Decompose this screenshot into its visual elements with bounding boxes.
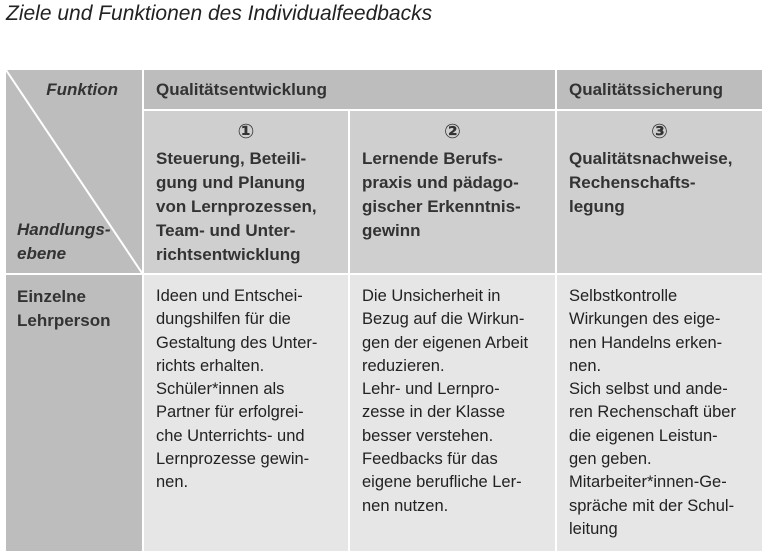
cell-line: nen nutzen. — [362, 496, 449, 515]
cell-line: richts erhalten. — [156, 356, 265, 375]
cell-line: eigene berufliche Ler- — [362, 473, 522, 492]
subheader-line: legung — [569, 197, 625, 216]
row-label-line: Lehrperson — [17, 311, 111, 330]
cell-line: Bezug auf die Wirkun- — [362, 310, 525, 329]
subheader-line: von Lernprozessen, — [156, 197, 317, 216]
cell-line: nen. — [156, 473, 189, 492]
cell-line: che Unterrichts- und — [156, 426, 305, 445]
circle-number-3: ③ — [651, 121, 668, 143]
cell-line: Sich selbst und ande- — [569, 380, 728, 399]
corner-bottom-label — [17, 218, 111, 266]
subheader-line: richtsentwicklung — [156, 245, 301, 264]
cell-line: Wirkungen des eige- — [569, 310, 721, 329]
cell-line: Ideen und Entschei- — [156, 287, 303, 305]
subheader-line: praxis und pädago- — [362, 173, 519, 192]
subheader-line: gewinn — [362, 221, 421, 240]
circle-number-2: ② — [444, 121, 461, 143]
row-cell-1 — [144, 275, 348, 551]
cell-line: Die Unsicherheit in — [362, 287, 501, 305]
cell-line: Lernprozesse gewin- — [156, 450, 310, 469]
subheader-line: Qualitätsnachweise, — [569, 149, 733, 168]
cell-line: ren Rechenschaft über — [569, 403, 736, 422]
cell-line: die eigenen Leistun- — [569, 426, 718, 445]
header-qualitaetsentwicklung — [144, 70, 555, 109]
cell-line: Gestaltung des Unter- — [156, 333, 318, 352]
row-label-cell — [6, 275, 142, 551]
subheader-1 — [144, 111, 348, 273]
cell-line: Feedbacks für das — [362, 450, 498, 469]
subheader-line: Rechenschafts- — [569, 173, 696, 192]
corner-bottom-line: ebene — [17, 244, 67, 263]
subheader-3 — [557, 111, 762, 273]
cell-line: nen Handelns erken- — [569, 333, 723, 352]
cell-line: dungshilfen für die — [156, 310, 291, 329]
subheader-line: Lernende Berufs- — [362, 149, 503, 168]
subheader-2 — [350, 111, 555, 273]
header-qe-label: Qualitätsentwicklung — [156, 80, 327, 99]
row-label-line: Einzelne — [17, 287, 86, 306]
subheader-line: Team- und Unter- — [156, 221, 296, 240]
cell-line: besser verstehen. — [362, 426, 494, 445]
subheader-line: Steuerung, Beteili- — [156, 149, 307, 168]
cell-line: gen der eigenen Arbeit — [362, 333, 529, 352]
cell-line: Mitarbeiter*innen-Ge- — [569, 473, 727, 492]
cell-line: Partner für erfolgrei- — [156, 403, 304, 422]
cell-line: Lehr- und Lernpro- — [362, 380, 500, 399]
header-qs-label: Qualitätssicherung — [569, 80, 723, 99]
cell-line: nen. — [569, 356, 602, 375]
row-cell-2 — [350, 275, 555, 551]
cell-line: zesse in der Klasse — [362, 403, 506, 422]
header-qualitaetssicherung — [557, 70, 762, 109]
cell-line: spräche mit der Schul- — [569, 496, 735, 515]
corner-cell — [6, 70, 142, 273]
cell-line: Selbstkontrolle — [569, 287, 678, 305]
cell-line: gen geben. — [569, 450, 652, 469]
cell-line: Schüler*innen als — [156, 380, 285, 399]
subheader-line: gischer Erkenntnis- — [362, 197, 521, 216]
corner-top-label: Funktion — [46, 80, 118, 99]
cell-line: reduzieren. — [362, 356, 445, 375]
cell-line: leitung — [569, 519, 618, 538]
corner-bottom-line: Handlungs- — [17, 220, 111, 239]
row-cell-3 — [557, 275, 762, 551]
page-title: Ziele und Funktionen des Individualfeedbacks — [6, 2, 433, 25]
subheader-line: gung und Planung — [156, 173, 306, 192]
circle-number-1: ① — [237, 121, 255, 143]
